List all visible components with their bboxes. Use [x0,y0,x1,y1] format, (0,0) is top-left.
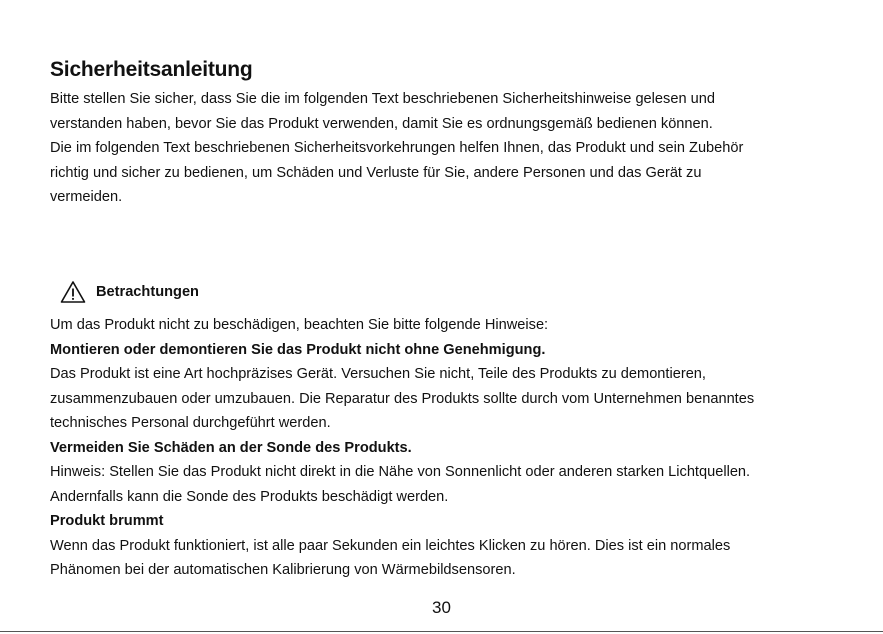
body-line: Das Produkt ist eine Art hochpräzises Gerät. Versuchen Sie nicht, Teile des Produkts zu demontieren, [50,366,706,382]
section-heading [60,280,199,304]
intro-line: vermeiden. [50,189,123,205]
page-title: Sicherheitsanleitung [50,58,253,81]
body-line: Um das Produkt nicht zu beschädigen, beachten Sie bitte folgende Hinweise: [50,317,549,333]
page-number: 30 [432,598,451,617]
body-line: Phänomen bei der automatischen Kalibrierung von Wärmebildsensoren. [50,562,516,578]
intro-line: verstanden haben, bevor Sie das Produkt verwenden, damit Sie es ordnungsgemäß bedienen können. [50,115,713,132]
subheading: Produkt brummt [50,513,164,529]
subheading: Vermeiden Sie Schäden an der Sonde des Produkts. [50,439,412,456]
body-line: zusammenzubauen oder umzubauen. Die Reparatur des Produkts sollte durch vom Unternehmen benanntes [50,390,755,407]
intro-paragraph [50,87,743,210]
body-line: Hinweis: Stellen Sie das Produkt nicht direkt in die Nähe von Sonnenlicht oder anderen starken Lichtquellen. [50,464,751,480]
intro-line: richtig und sicher zu bedienen, um Schäden und Verluste für Sie, andere Personen und das Gerät zu [50,164,702,181]
subheading: Montieren oder demontieren Sie das Produkt nicht ohne Genehmigung. [50,341,546,358]
intro-line: Bitte stellen Sie sicher, dass Sie die im folgenden Text beschriebenen Sicherheitshinweise gelesen und [50,91,715,107]
body-line: Andernfalls kann die Sonde des Produkts beschädigt werden. [50,488,449,505]
warning-triangle-icon [60,280,86,304]
bottom-divider [0,631,883,632]
body-line: technisches Personal durchgeführt werden. [50,415,331,431]
section-body [50,313,754,583]
intro-line: Die im folgenden Text beschriebenen Sicherheitsvorkehrungen helfen Ihnen, das Produkt und sein Zubehör [50,140,744,156]
body-line: Wenn das Produkt funktioniert, ist alle paar Sekunden ein leichtes Klicken zu hören. Dies ist ein normales [50,537,731,554]
section-title: Betrachtungen [96,284,199,300]
